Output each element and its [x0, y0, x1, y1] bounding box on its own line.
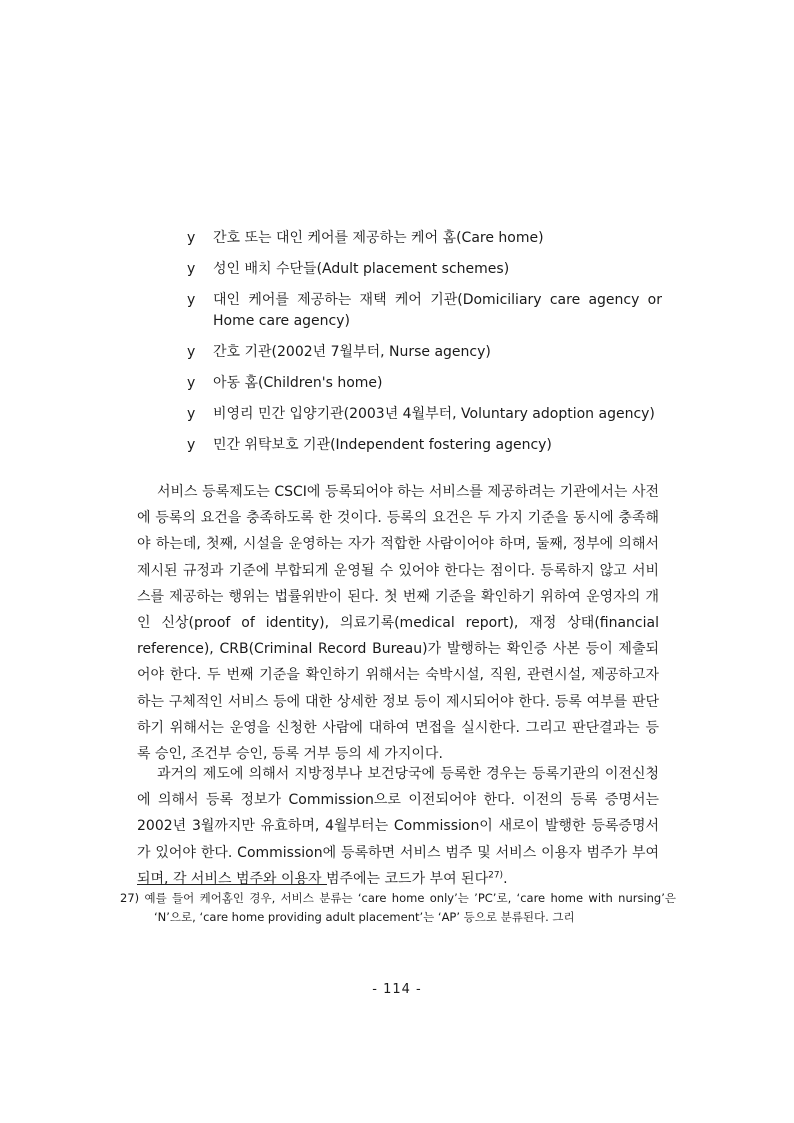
- bullet-item: [187, 259, 662, 280]
- footnote-number: 27): [120, 891, 140, 905]
- bullet-item: [187, 290, 662, 332]
- bullet-text: 성인 배치 수단들(Adult placement schemes): [213, 261, 510, 277]
- bullet-text: 간호 기관(2002년 7월부터, Nurse agency): [213, 344, 491, 360]
- bullet-item: [187, 404, 662, 425]
- footnote-divider: [137, 884, 327, 885]
- bullet-text: 아동 홈(Children's home): [213, 375, 383, 391]
- bullet-item: [187, 373, 662, 394]
- bullet-marker: y: [187, 344, 196, 360]
- paragraph-end: .: [503, 870, 508, 887]
- bullet-marker: y: [187, 406, 196, 422]
- footnote-reference[interactable]: 27): [488, 870, 504, 881]
- footnote: [120, 889, 676, 927]
- bullet-text: 비영리 민간 입양기관(2003년 4월부터, Voluntary adoption agency): [213, 406, 655, 422]
- bullet-marker: y: [187, 437, 196, 453]
- bullet-marker: y: [187, 375, 196, 391]
- body-paragraph: [137, 761, 659, 892]
- body-paragraph: 서비스 등록제도는 CSCI에 등록되어야 하는 서비스를 제공하려는 기관에서는 사전에 등록의 요건을 충족하도록 한 것이다. 등록의 요건은 두 가지 기준을 동시에 충족해야 하는데, 첫째, 시설을 운영하는 자가 적합한 사람이어야 하며, 둘째, 정부에 의해서 제시된 규정과 기준에 부합되게 운영될 수 있어야 한다는 점이다. 등록하지 않고 서비스를 제공하는 행위는 법률위반이 된다. 첫 번째 기준을 확인하기 위하여 운영자의 개인 신상(proof of identity), 의료기록(medical report), 재정 상태(financial reference), CRB(Criminal Record Bureau)가 발행하는 확인증 사본 등이 제출되어야 한다. 두 번째 기준을 확인하기 위해서는 숙박시설, 직원, 관련시설, 제공하고자하는 구체적인 서비스 등에 대한 상세한 정보 등이 제시되어야 한다. 등록 여부를 판단하기 위해서는 운영을 신청한 사람에 대하여 면접을 실시한다. 그리고 판단결과는 등록 승인, 조건부 승인, 등록 거부 등의 세 가지이다.: [137, 484, 659, 763]
- bullet-text: 민간 위탁보호 기관(Independent fostering agency): [213, 437, 552, 453]
- bullet-marker: y: [187, 230, 196, 246]
- bullet-marker: y: [187, 261, 196, 277]
- bullet-marker: y: [187, 292, 196, 308]
- bullet-item: [187, 228, 662, 249]
- paragraph-text: 과거의 제도에 의해서 지방정부나 보건당국에 등록한 경우는 등록기관의 이전신청에 의해서 등록 정보가 Commission으로 이전되어야 한다. 이전의 등록 증명서는 2002년 3월까지만 유효하며, 4월부터는 Commission이 새로이 발행한 등록증명서가 있어야 한다. Commission에 등록하면 서비스 범주 및 서비스 이용자 범주가 부여되며, 각 서비스 범주와 이용자 범주에는 코드가 부여 된다: [137, 766, 659, 887]
- footnote-text: 예를 들어 케어홈인 경우, 서비스 분류는 ‘care home only’는 ’PC’로, ‘care home with nursing’은 ‘N’으로, ‘care home providing adult placement’는 ‘AP’ 등으로 분류된다. 그리: [144, 891, 676, 924]
- bullet-text: 간호 또는 대인 케어를 제공하는 케어 홈(Care home): [213, 230, 544, 246]
- page-number: - 114 -: [372, 982, 422, 997]
- bullet-item: [187, 435, 662, 456]
- bullet-list: [187, 228, 662, 466]
- bullet-item: [187, 342, 662, 363]
- bullet-text: 대인 케어를 제공하는 재택 케어 기관(Domiciliary care agency or Home care agency): [213, 292, 662, 329]
